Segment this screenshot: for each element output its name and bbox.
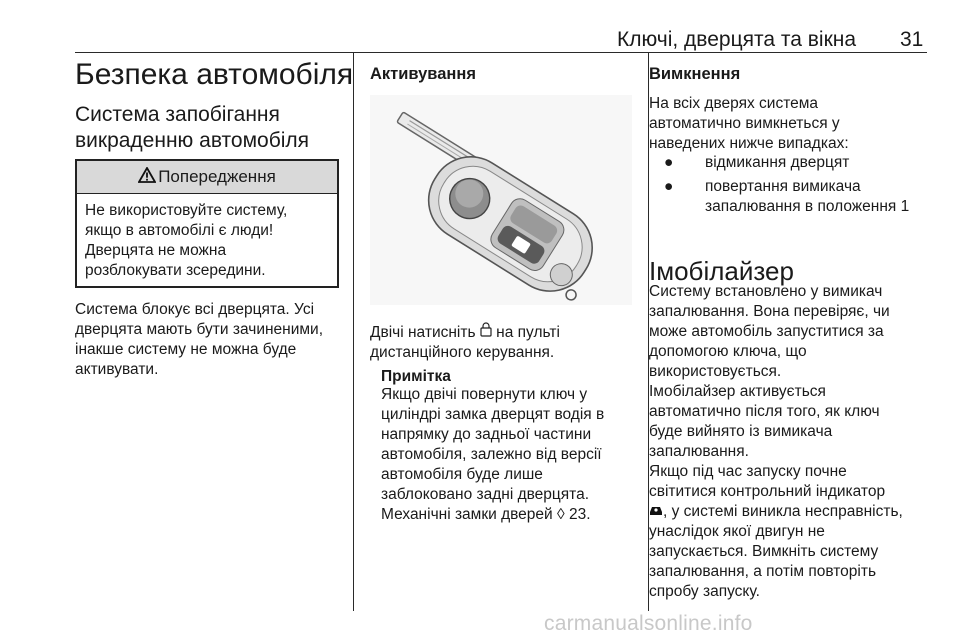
text-line (370, 322, 642, 343)
text-line: Систему встановлено у вимикач (649, 283, 883, 300)
text-line: автомобіля, залежно від версії (381, 446, 602, 463)
subsection-title-line: Система запобігання (75, 103, 280, 126)
note-body (381, 385, 646, 525)
text-line: напрямку до задньої частини (381, 426, 592, 443)
page-header (0, 0, 960, 52)
list-item-text: відмикання дверцят (705, 154, 850, 171)
text-line: дистанційного керування. (370, 344, 555, 361)
text-line: допомогою ключа, що (649, 343, 807, 360)
text-line: світитися контрольний індикатор (649, 483, 886, 500)
car-key-fob-icon (370, 95, 632, 305)
watermark: carmanualsonline.info (544, 612, 753, 635)
text-line: запалювання в положення 1 (705, 198, 910, 215)
text-line: На всіх дверях система (649, 95, 819, 112)
text-line: дверцята мають бути зачиненими, (75, 321, 323, 338)
text-line: запалювання. (649, 443, 749, 460)
paragraph (370, 322, 642, 363)
text-line: активувати. (75, 361, 159, 378)
list-item-text (705, 177, 945, 217)
warning-body (77, 194, 337, 281)
subsection-title (75, 102, 345, 154)
text-line: циліндрі замка дверцят водія в (381, 406, 605, 423)
note-title: Примітка (381, 368, 451, 385)
paragraph (649, 462, 939, 602)
text-line: запускається. Вимкніть систему (649, 543, 879, 560)
text-line: може автомобіль запуститися за (649, 323, 884, 340)
bullet-dot: ● (664, 154, 674, 171)
paragraph (75, 300, 347, 380)
text-line: інакше систему не можна буде (75, 341, 297, 358)
column-divider (353, 53, 354, 611)
text-line: Імобілайзер активується (649, 383, 826, 400)
warning-line: Дверцята не можна (85, 242, 227, 259)
page-reference-icon: ◊ (557, 506, 565, 523)
text-line: автомобіля буде лише (381, 466, 543, 483)
list-item (664, 177, 944, 217)
text-line (649, 502, 939, 522)
lock-icon (480, 324, 492, 340)
text-line: Якщо під час запуску почне (649, 463, 847, 480)
text-line: спробу запуску. (649, 583, 760, 600)
text-line: заблоковано задні дверцята. (381, 486, 590, 503)
text-span: Механічні замки дверей (381, 506, 553, 523)
warning-line: якщо в автомобілі є люди! (85, 222, 274, 239)
bullet-dot: ● (664, 178, 674, 195)
text-line: використовується. (649, 363, 782, 380)
text-line: буде вийнято із вимикача (649, 423, 833, 440)
warning-line: Не використовуйте систему, (85, 202, 288, 219)
text-span: на пульті (496, 324, 560, 341)
text-line: Система блокує всі дверцята. Усі (75, 301, 315, 318)
text-line: запалювання. Вона перевіряє, чи (649, 303, 890, 320)
text-line: автоматично вимкнеться у (649, 115, 840, 132)
warning-header (77, 161, 337, 194)
section-title: Безпека автомобіля (75, 58, 354, 91)
page-number: 31 (900, 28, 924, 51)
text-line: автоматично після того, як ключ (649, 403, 880, 420)
text-line (381, 505, 646, 525)
running-title: Ключі, дверцята та вікна (617, 28, 857, 51)
text-span: Двічі натисніть (370, 324, 476, 341)
header-rule (75, 52, 927, 53)
text-line: наведених нижче випадках: (649, 135, 849, 152)
warning-line: розблокувати зсередини. (85, 262, 266, 279)
text-span: , у системі виникла несправність, (663, 503, 903, 520)
car-key-indicator-icon (649, 503, 663, 520)
warning-box (75, 159, 339, 288)
text-span: 23. (569, 506, 591, 523)
heading-deactivation: Вимкнення (649, 65, 741, 83)
text-line: запалювання, а потім повторіть (649, 563, 877, 580)
paragraph (649, 94, 929, 154)
paragraph (649, 282, 929, 382)
paragraph (649, 382, 929, 462)
text-line: унаслідок якої двигун не (649, 523, 825, 540)
text-line: Якщо двічі повернути ключ у (381, 386, 588, 403)
warning-title: Попередження (158, 167, 276, 186)
heading-activation: Активування (370, 65, 476, 83)
subsection-title-line: викраденню автомобіля (75, 129, 310, 152)
list-item (664, 153, 944, 173)
warning-triangle-icon (138, 167, 156, 188)
section-title-immobilizer: Імобілайзер (649, 256, 794, 286)
text-line: повертання вимикача (705, 178, 861, 195)
